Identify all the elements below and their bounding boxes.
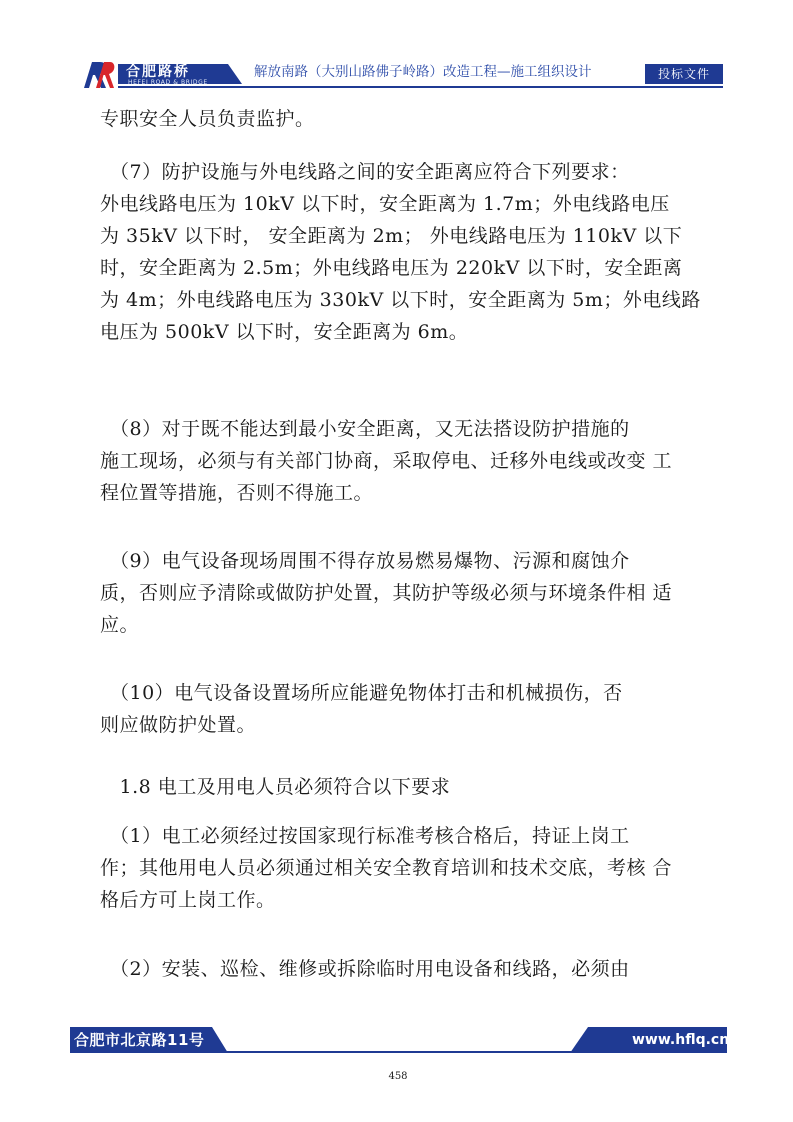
text-line: （2）安装、巡检、维修或拆除临时用电设备和线路，必须由: [100, 958, 630, 980]
text-line: （7）防护设施与外电线路之间的安全距离应符合下列要求：: [100, 161, 630, 183]
paragraph: [100, 820, 715, 916]
text-line: 应。: [100, 614, 140, 636]
text-line: 为 4m；外电线路电压为 330kV 以下时，安全距离为 5m；外电线路: [100, 289, 701, 311]
text-line: 外电线路电压为 10kV 以下时，安全距离为 1.7m；外电线路电压: [100, 193, 670, 215]
text-line: 时，安全距离为 2.5m；外电线路电压为 220kV 以下时，安全距离: [100, 257, 683, 279]
text-line: 则应做防护处置。: [100, 714, 257, 736]
paragraph: [100, 545, 715, 641]
paragraph: [100, 413, 715, 509]
text-line: 程位置等措施，否则不得施工。: [100, 482, 374, 504]
text-line: （1）电工必须经过按国家现行标准考核合格后，持证上岗工: [100, 825, 630, 847]
paragraph: [100, 677, 715, 741]
text-line: 质，否则应予清除或做防护处置，其防护等级必须与环境条件相 适: [100, 582, 673, 604]
page-number: 458: [388, 1071, 408, 1082]
text-line: 为 35kV 以下时， 安全距离为 2m； 外电线路电压为 110kV 以下: [100, 225, 683, 247]
paragraph: [100, 103, 715, 135]
text-line: 电压为 500kV 以下时，安全距离为 6m。: [100, 321, 469, 343]
company-logo-icon: [78, 60, 118, 90]
text-line: 1.8 电工及用电人员必须符合以下要求: [100, 776, 451, 798]
text-line: 格后方可上岗工作。: [100, 889, 276, 911]
document-title: 解放南路（大别山路佛子岭路）改造工程—施工组织设计: [254, 64, 592, 80]
footer-address: 合肥市北京路11号: [74, 1031, 205, 1049]
section-heading: [100, 771, 715, 803]
text-line: 作；其他用电人员必须通过相关安全教育培训和技术交底，考核 合: [100, 857, 673, 879]
text-line: （8）对于既不能达到最小安全距离，又无法搭设防护措施的: [100, 418, 630, 440]
text-line: （9）电气设备现场周围不得存放易燃易爆物、污源和腐蚀介: [100, 550, 630, 572]
brand-subtitle: HEFEI ROAD & BRIDGE: [128, 79, 208, 86]
text-line: 施工现场，必须与有关部门协商，采取停电、迁移外电线或改变 工: [100, 450, 673, 472]
footer-website: www.hflq.cn: [632, 1032, 730, 1048]
bid-document-tag: 投标文件: [645, 64, 723, 84]
paragraph: [100, 156, 715, 348]
paragraph: [100, 953, 715, 985]
brand-name: 合肥路桥: [126, 64, 190, 80]
text-line: （10）电气设备设置场所应能避免物体打击和机械损伤，否: [100, 682, 623, 704]
text-line: 专职安全人员负责监护。: [100, 108, 315, 130]
header-rule: [118, 86, 723, 88]
